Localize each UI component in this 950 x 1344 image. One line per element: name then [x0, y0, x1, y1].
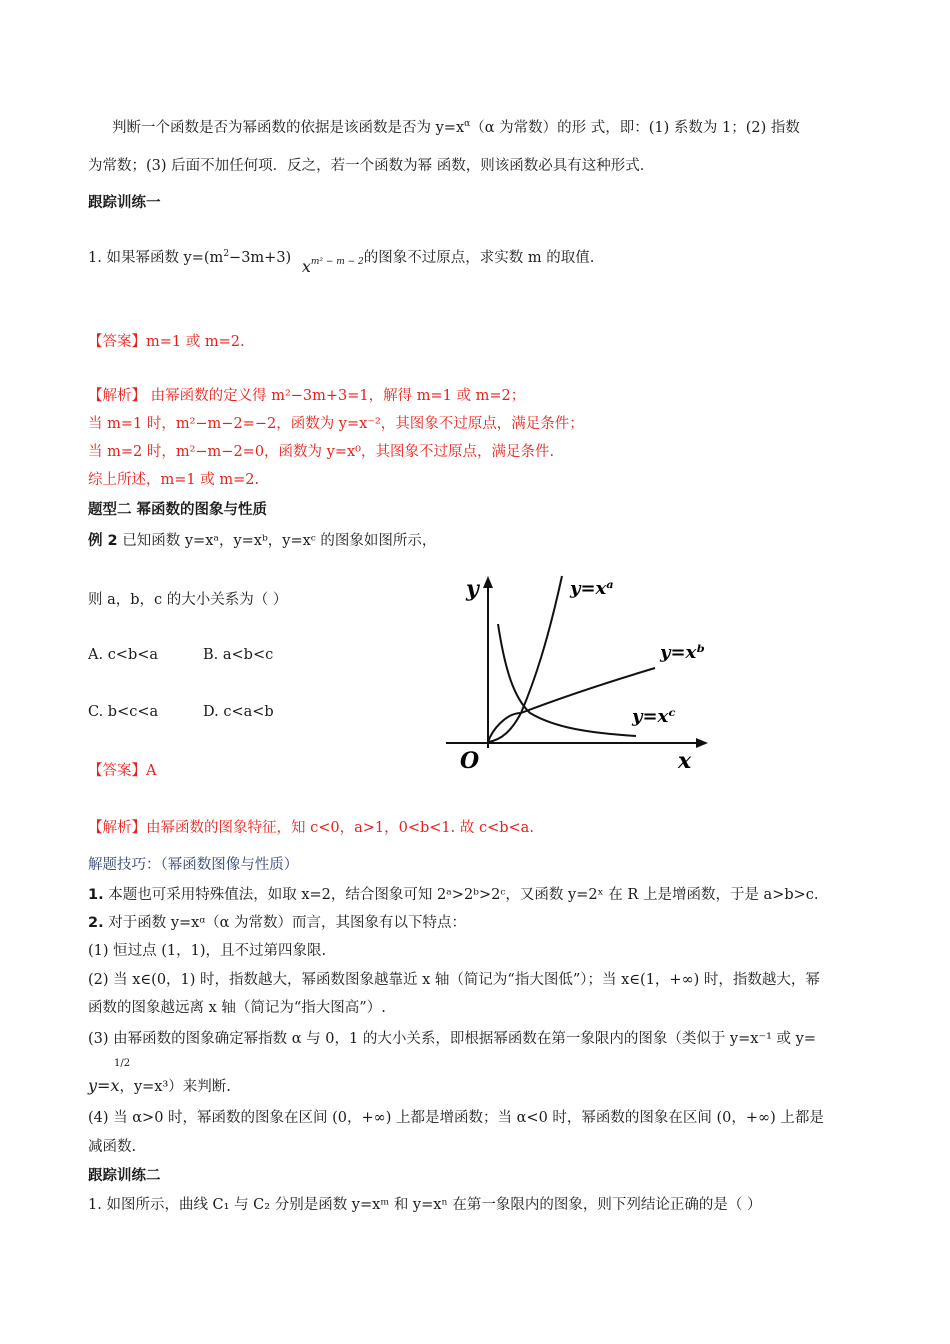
curve-b	[488, 668, 655, 742]
option-d: D. c<a<b	[203, 704, 274, 720]
intro-line-2: 为常数；(3) 后面不加任何项．反之，若一个函数为幂 函数，则该函数必具有这种形式．	[88, 158, 655, 174]
track1-heading: 跟踪训练一	[88, 195, 161, 211]
example-2-stem: 例 2 已知函数 y=xᵃ，y=xᵇ，y=xᶜ 的图象如图所示，	[88, 533, 437, 549]
track2-heading: 跟踪训练二	[88, 1168, 161, 1184]
x-axis-arrow	[696, 738, 708, 748]
tip-point-4a: (4) 当 α>0 时，幂函数的图象在区间 (0，+∞) 上都是增函数；当 α<0 时，幂函数的图象在区间 (0，+∞) 上都是	[88, 1110, 824, 1126]
x-axis-label: x	[678, 748, 692, 774]
tip-point-2a: (2) 当 x∈(0，1) 时，指数越大，幂函数图象越靠近 x 轴（简记为“指大图低”）；当 x∈(1，+∞) 时，指数越大，幂	[88, 972, 820, 988]
tip-point-3b: y=x，y=x³）来判断.	[88, 1076, 231, 1095]
option-a: A. c<b<a	[88, 647, 159, 663]
option-c: C. b<c<a	[88, 704, 159, 720]
example-2-question: 则 a，b，c 的大小关系为（ ）	[88, 592, 288, 608]
y-axis-label: y	[466, 576, 479, 602]
track2-question: 1. 如图所示，曲线 C₁ 与 C₂ 分别是函数 y=xᵐ 和 y=xⁿ 在第一象限内的图象，则下列结论正确的是（ ）	[88, 1197, 762, 1213]
tip-point-2b: 函数的图象越远离 x 轴（简记为“指大图高”）.	[88, 1000, 386, 1016]
y-axis-arrow	[483, 576, 493, 588]
tip-2: 2. 对于函数 y=xᵅ（α 为常数）而言，其图象有以下特点：	[88, 915, 467, 931]
curve-b-label: y=xᵇ	[660, 642, 706, 663]
example-2-answer: 【答案】A	[88, 763, 157, 779]
track1-analysis-3: 当 m=2 时，m²−m−2=0，函数为 y=x⁰，其图象不过原点，满足条件.	[88, 444, 555, 460]
track1-answer: 【答案】m=1 或 m=2.	[88, 334, 245, 350]
track1-analysis-4: 综上所述，m=1 或 m=2.	[88, 472, 260, 488]
tip-point-3a: (3) 由幂函数的图象确定幂指数 α 与 0，1 的大小关系，即根据幂函数在第一象限内的图象（类似于 y=x⁻¹ 或 y=	[88, 1031, 816, 1047]
power-function-figure	[440, 570, 730, 780]
tip-point-1: (1) 恒过点 (1，1)，且不过第四象限.	[88, 943, 327, 959]
tip-point-3-fraction: 1/2	[114, 1058, 131, 1069]
intro-line-1: 判断一个函数是否为幂函数的依据是该函数是否为 $y=x^\alpha(\alpha$ 为常数）的形 式，即：(1) 系数为 1；(2) 指数	[112, 119, 800, 136]
option-b: B. a<b<c	[203, 647, 274, 663]
tip-1: 1. 本题也可采用特殊值法，如取 x=2，结合图象可知 2ᵃ>2ᵇ>2ᶜ，又函数 y=2ˣ 在 R 上是增函数，于是 a>b>c.	[88, 887, 819, 903]
tip-point-4b: 减函数.	[88, 1139, 137, 1155]
power-base: $x^{m^2 - m - 2}$	[301, 257, 364, 276]
curve-c-label: y=xᶜ	[632, 706, 676, 727]
example-2-analysis: 【解析】由幂函数的图象特征，知 c<0，a>1，0<b<1. 故 c<b<a.	[88, 820, 534, 836]
type2-heading: 题型二 幂函数的图象与性质	[88, 502, 268, 518]
track1-analysis-2: 当 m=1 时，m²−m−2=−2，函数为 y=x⁻²，其图象不过原点，满足条件；	[88, 416, 584, 432]
curve-a-label: y=xᵃ	[570, 578, 614, 599]
track1-analysis-1: 【解析】 由幂函数的定义得 m²−3m+3=1，解得 m=1 或 m=2；	[88, 388, 526, 404]
curve-a	[488, 576, 562, 742]
track1-question: 1. 如果幂函数 $y=(m^2-3m+3)$ $x^{m^2 - m - 2}$的图象不过原点，求实数 m 的取值.	[88, 249, 595, 276]
origin-label: O	[460, 748, 480, 774]
tips-title: 解题技巧：（幂函数图像与性质）	[88, 857, 299, 873]
